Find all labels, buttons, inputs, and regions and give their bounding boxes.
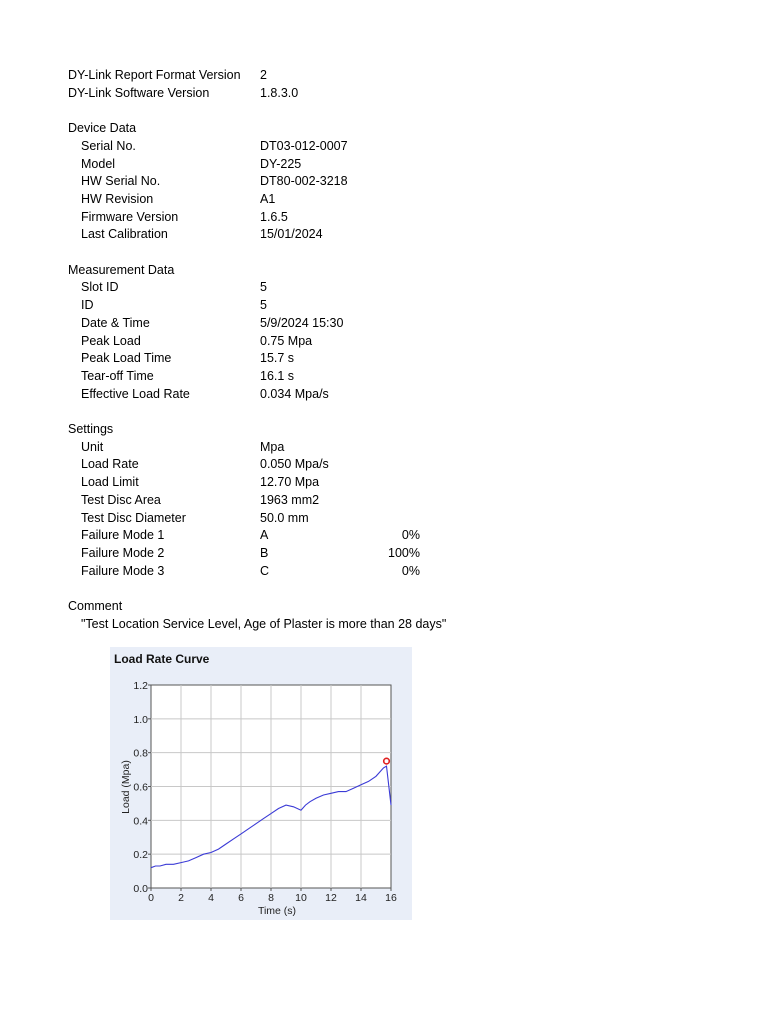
header-row: [0, 84, 768, 102]
data-row: [0, 208, 768, 226]
field-value: 1.6.5: [260, 209, 288, 224]
field-label: Failure Mode 1: [81, 528, 165, 543]
field-label: Slot ID: [81, 280, 119, 295]
field-value: 50.0 mm: [260, 510, 309, 525]
field-value: 0.050 Mpa/s: [260, 457, 329, 472]
section-title: [0, 119, 768, 137]
data-row: [0, 137, 768, 155]
data-row: [0, 332, 768, 350]
data-row: [0, 155, 768, 173]
data-row: [0, 526, 768, 544]
field-label: HW Serial No.: [81, 174, 161, 189]
field-label: Measurement Data: [68, 262, 175, 277]
data-row: [0, 367, 768, 385]
y-tick-label: 0.2: [133, 849, 148, 862]
field-label: "Test Location Service Level, Age of Plaster is more than 28 days": [81, 616, 447, 631]
x-tick-label: 16: [385, 892, 397, 904]
x-tick-label: 6: [238, 892, 244, 904]
field-value: 5/9/2024 15:30: [260, 315, 344, 330]
field-label: Test Disc Area: [81, 492, 161, 507]
field-value: 16.1 s: [260, 368, 295, 383]
field-percent: 100%: [388, 545, 420, 560]
data-row: [0, 296, 768, 314]
x-tick-label: 8: [268, 892, 274, 904]
data-row: [0, 544, 768, 562]
x-axis-label: Time (s): [257, 905, 297, 917]
field-value: 2: [260, 68, 267, 82]
section-title: [0, 261, 768, 279]
field-label: Unit: [81, 439, 104, 454]
field-label: ID: [81, 298, 94, 313]
comment-title: [0, 597, 768, 615]
field-value: DT80-002-3218: [260, 174, 348, 189]
field-value: B: [260, 545, 269, 560]
field-value: 12.70 Mpa: [260, 475, 320, 490]
x-tick-label: 2: [178, 892, 184, 904]
x-tick-label: 0: [148, 892, 154, 904]
field-value: A: [260, 528, 269, 543]
field-value: 1.8.3.0: [260, 85, 299, 100]
field-label: Date & Time: [81, 315, 150, 330]
chart-grid: [151, 685, 391, 888]
field-label: DY-Link Report Format Version: [68, 68, 241, 82]
field-label: Failure Mode 3: [81, 563, 165, 578]
field-label: Comment: [68, 599, 123, 613]
field-label: Settings: [68, 422, 114, 436]
section-title: [0, 420, 768, 438]
field-value: 5: [260, 280, 267, 295]
field-value: A1: [260, 191, 276, 206]
header-row: [0, 66, 768, 84]
field-label: Test Disc Diameter: [81, 510, 186, 525]
data-row: [0, 385, 768, 403]
field-label: Model: [81, 156, 116, 171]
data-row: [0, 190, 768, 208]
y-tick-label: 1.0: [133, 713, 148, 726]
x-tick-label: 10: [295, 892, 307, 904]
data-row: [0, 172, 768, 190]
field-value: C: [260, 563, 270, 578]
field-value: DY-225: [260, 156, 302, 171]
field-label: Device Data: [68, 121, 137, 136]
field-value: 15.7 s: [260, 351, 295, 366]
field-value: DT03-012-0007: [260, 138, 348, 153]
y-tick-label: 0.8: [133, 747, 148, 760]
chart-title: Load Rate Curve: [114, 652, 210, 666]
field-label: HW Revision: [81, 191, 154, 206]
field-label: Last Calibration: [81, 227, 168, 242]
field-label: Peak Load Time: [81, 351, 172, 366]
data-row: [0, 473, 768, 491]
field-label: DY-Link Software Version: [68, 85, 210, 100]
y-axis-label: Load (Mpa): [120, 760, 132, 814]
field-label: Firmware Version: [81, 209, 179, 224]
data-row: [0, 562, 768, 580]
x-tick-label: 12: [325, 892, 337, 904]
load-rate-chart: [110, 647, 412, 920]
data-row: [0, 438, 768, 456]
field-value: 0.034 Mpa/s: [260, 386, 329, 401]
y-tick-label: 0.6: [133, 781, 148, 794]
y-tick-label: 1.2: [133, 680, 148, 692]
data-row: [0, 278, 768, 296]
field-label: Effective Load Rate: [81, 386, 190, 401]
field-label: Serial No.: [81, 138, 136, 153]
data-row: [0, 491, 768, 509]
comment-text: [0, 615, 768, 633]
field-value: 5: [260, 298, 267, 313]
y-tick-label: 0.4: [133, 815, 148, 828]
field-value: 0.75 Mpa: [260, 333, 313, 348]
field-label: Peak Load: [81, 333, 141, 348]
field-percent: 0%: [401, 528, 420, 543]
data-row: [0, 455, 768, 473]
field-value: 15/01/2024: [260, 227, 323, 242]
data-row: [0, 225, 768, 243]
data-row: [0, 314, 768, 332]
field-percent: 0%: [401, 563, 420, 578]
field-label: Load Rate: [81, 457, 139, 472]
data-row: [0, 349, 768, 367]
x-tick-label: 14: [355, 892, 367, 904]
field-label: Tear-off Time: [81, 368, 154, 383]
field-value: Mpa: [260, 439, 285, 454]
chart-svg: [110, 647, 412, 920]
x-tick-label: 4: [208, 892, 214, 904]
field-value: 1963 mm2: [260, 492, 320, 507]
field-label: Load Limit: [81, 475, 139, 490]
data-row: [0, 509, 768, 527]
field-label: Failure Mode 2: [81, 545, 165, 560]
y-tick-label: 0.0: [133, 883, 148, 895]
